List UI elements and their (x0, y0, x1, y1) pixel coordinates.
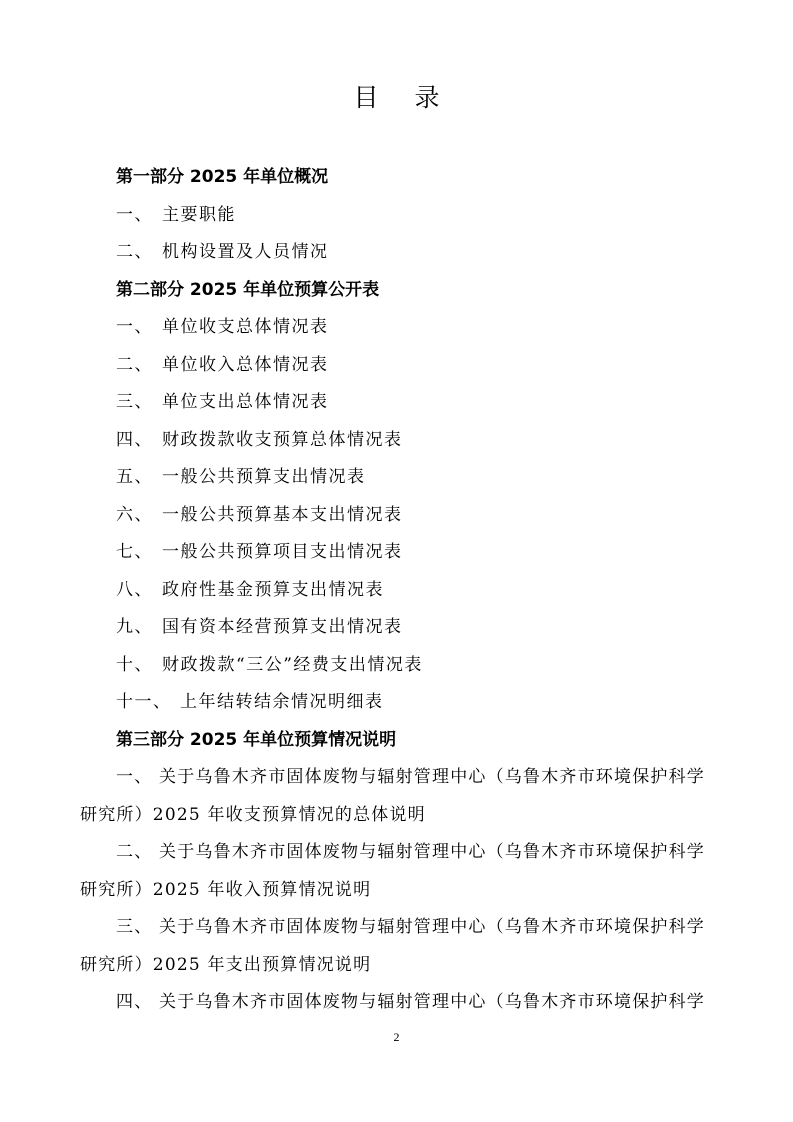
toc-entry[interactable] (80, 684, 720, 722)
toc-entry-line[interactable]: 研究所）2025 年收入预算情况说明 (80, 879, 372, 900)
toc-entry-number: 八、 (116, 579, 153, 600)
toc-entry-label: 国有资本经营预算支出情况表 (162, 617, 403, 637)
page-number: 2 (393, 1030, 400, 1044)
toc-entry-label: 单位支出总体情况表 (162, 392, 329, 412)
toc-entry-line[interactable]: 四、 关于乌鲁木齐市固体废物与辐射管理中心（乌鲁木齐市环境保护科学 (116, 992, 706, 1012)
toc-entry-label: 政府性基金预算支出情况表 (162, 579, 384, 600)
toc-entry-line[interactable]: 一、 关于乌鲁木齐市固体废物与辐射管理中心（乌鲁木齐市环境保护科学 (116, 767, 706, 787)
toc-entry-label: 单位收支总体情况表 (162, 317, 329, 337)
toc-entry-label: 一般公共预算基本支出情况表 (162, 504, 403, 525)
toc-entry-number: 十一、 (116, 692, 172, 712)
toc-entry[interactable] (80, 609, 720, 647)
page-title: 目 录 (353, 83, 454, 112)
toc-entry-label: 一般公共预算项目支出情况表 (162, 542, 403, 562)
toc-entry-line[interactable]: 研究所）2025 年收支预算情况的总体说明 (80, 804, 426, 825)
toc-entry-label: 机构设置及人员情况 (162, 242, 329, 262)
toc-entry[interactable] (80, 384, 720, 422)
toc-entry-label: 一般公共预算支出情况表 (162, 467, 366, 487)
section-heading-2[interactable]: 第二部分 2025 年单位预算公开表 (116, 279, 380, 300)
toc-entry[interactable] (80, 459, 720, 497)
toc-entry-number: 一、 (116, 204, 153, 225)
toc-entry-number: 六、 (116, 504, 153, 525)
toc-entry[interactable] (80, 647, 720, 685)
toc-entry-number: 十、 (116, 654, 153, 675)
toc-entry-label: 财政拨款“三公”经费支出情况表 (162, 654, 423, 675)
toc-entry[interactable] (80, 234, 720, 272)
toc-entry[interactable] (80, 309, 720, 347)
toc-entry-number: 七、 (116, 542, 153, 562)
toc-entry-label: 财政拨款收支预算总体情况表 (162, 429, 403, 450)
toc-entry-number: 九、 (116, 617, 153, 637)
section-heading-1[interactable]: 第一部分 2025 年单位概况 (116, 167, 329, 187)
toc-entry-label: 上年结转结余情况明细表 (180, 692, 384, 712)
toc-entry-number: 二、 (116, 354, 153, 375)
toc-entry[interactable] (80, 497, 720, 535)
toc-entry-line[interactable]: 研究所）2025 年支出预算情况说明 (80, 954, 372, 975)
toc-entry[interactable] (80, 347, 720, 385)
toc-entry-number: 二、 (116, 242, 153, 262)
toc-entry-number: 一、 (116, 317, 153, 337)
toc-entry[interactable] (80, 572, 720, 610)
toc-entry-number: 四、 (116, 429, 153, 450)
toc-entry[interactable] (80, 197, 720, 235)
section-heading-3[interactable]: 第三部分 2025 年单位预算情况说明 (116, 729, 397, 750)
toc-entry-line[interactable]: 三、 关于乌鲁木齐市固体废物与辐射管理中心（乌鲁木齐市环境保护科学 (116, 917, 706, 937)
toc-entry-number: 五、 (116, 467, 153, 487)
toc-entry-number: 三、 (116, 392, 153, 412)
table-of-contents (80, 159, 720, 1022)
toc-entry-label: 主要职能 (162, 204, 236, 225)
toc-entry-label: 单位收入总体情况表 (162, 354, 329, 375)
toc-entry[interactable] (80, 422, 720, 460)
toc-entry-line[interactable]: 二、 关于乌鲁木齐市固体废物与辐射管理中心（乌鲁木齐市环境保护科学 (116, 842, 706, 862)
toc-entry[interactable] (80, 534, 720, 572)
